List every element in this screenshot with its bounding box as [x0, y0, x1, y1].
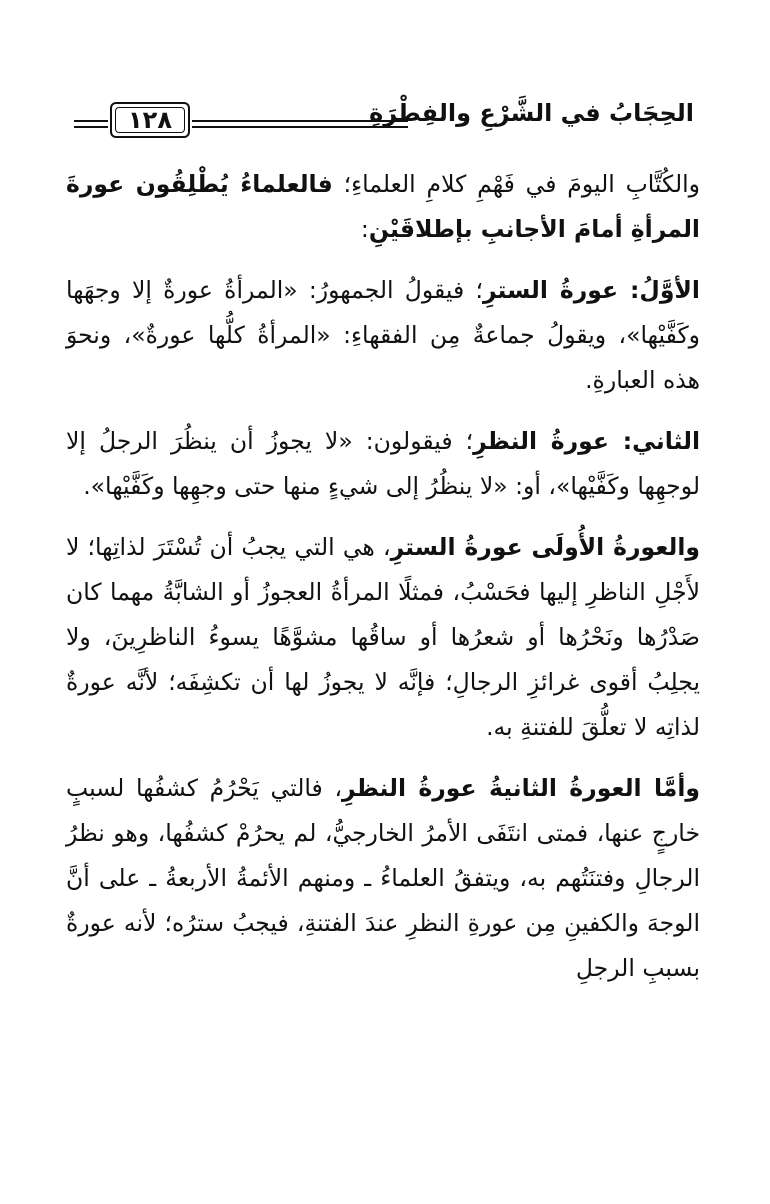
page-header — [74, 92, 694, 142]
paragraph-lead: والعورةُ الأُولَى عورةُ السترِ — [390, 533, 700, 561]
paragraph-intro-text: والكُتَّابِ اليومَ في فَهْمِ كلامِ العلماءِ؛ — [332, 170, 700, 198]
page-number-frame — [110, 102, 190, 138]
paragraph-intro-bold: فالعلماءُ يُطْلِقُون عورةَ المرأةِ أمامَ الأجانبِ بإطلاقَيْنِ — [66, 170, 700, 243]
paragraph-intro — [66, 162, 700, 252]
header-rule — [192, 120, 408, 122]
paragraph-first-explained — [66, 525, 700, 750]
body-text — [66, 162, 700, 1007]
paragraph-second-type — [66, 419, 700, 509]
paragraph-lead: وأمَّا العورةُ الثانيةُ عورةُ النظرِ — [342, 774, 700, 802]
paragraph-text: ، هي التي يجبُ أن تُسْتَرَ لذاتِها؛ لا لأَجْلِ الناظرِ إليها فحَسْبُ، فمثلًا المرأةُ العجوزُ أو الشابَّةُ مهما كان صَدْرُها ونَحْرُها أو شعرُها أو ساقُها مشوَّهًا يسوءُ الناظرِينَ، ولا يجلِبُ أقوى غرائزِ الرجالِ؛ فإنَّه لا يجوزُ لها أن تكشِفَه؛ لأنَّه عورةٌ لذاتِه لا تعلُّقَ للفتنةِ به. — [66, 533, 700, 741]
paragraph-text: ؛ فيقولون: «لا يجوزُ أن ينظُرَ الرجلُ إلا لوجهِها وكَفَّيْها»، أو: «لا ينظُرُ إلى شيءٍ منها حتى وجهِها وكَفَّيْها». — [66, 427, 700, 500]
paragraph-text: ، فالتي يَحْرُمُ كشفُها لسببٍ خارجٍ عنها، فمتى انتَفَى الأمرُ الخارجيُّ، لم يحرُمْ كشفُها، وهو نظرُ الرجالِ وفتنَتُهم به، ويتفقُ العلماءُ ـ ومنهم الأئمةُ الأربعةُ ـ على أنَّ الوجهَ والكفينِ مِن عورةِ النظرِ عندَ الفتنةِ، فيجبُ سترُه؛ لأنه عورةٌ بسببِ الرجلِ — [66, 774, 700, 982]
running-title: الحِجَابُ في الشَّرْعِ والفِطْرَةِ — [369, 99, 694, 127]
paragraph-second-explained — [66, 766, 700, 991]
paragraph-text: ؛ فيقولُ الجمهورُ: «المرأةُ عورةٌ إلا وجهَها وكَفَّيْها»، ويقولُ جماعةٌ مِن الفقهاءِ: «المرأةُ كلُّها عورةٌ»، ونحوَ هذه العبارةِ. — [66, 276, 700, 394]
paragraph-lead: الأوَّلُ: عورةُ السترِ — [482, 276, 700, 304]
page-number: ١٢٨ — [128, 106, 172, 134]
paragraph-lead: الثاني: عورةُ النظرِ — [473, 427, 701, 455]
paragraph-intro-end: : — [360, 215, 369, 243]
header-rule-left — [74, 120, 108, 122]
paragraph-first-type — [66, 268, 700, 403]
